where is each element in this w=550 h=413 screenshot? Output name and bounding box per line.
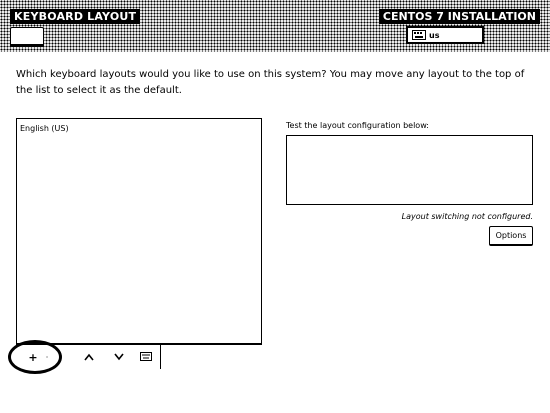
remove-layout-button[interactable] [38,351,56,365]
product-title: CENTOS 7 INSTALLATION [379,9,540,24]
arrow-up-icon [84,353,94,361]
test-layout-label: Test the layout configuration below: [286,121,429,130]
page-title: KEYBOARD LAYOUT [10,9,140,24]
test-layout-input[interactable] [286,135,533,205]
toolbar-divider [160,345,161,369]
move-down-button[interactable] [110,351,128,365]
keyboard-icon [412,30,426,40]
preview-layout-button[interactable] [137,351,155,365]
layout-list-toolbar [16,344,262,370]
remove-icon: · [45,353,49,362]
header-bar [0,0,550,52]
intro-text: Which keyboard layouts would you like to use on this system? You may move any layout to the top of the list to select it as the default. [16,69,525,96]
done-button[interactable] [10,27,44,47]
keyboard-layout-indicator[interactable] [406,26,484,44]
move-up-button[interactable] [80,351,98,365]
layout-switching-status: Layout switching not configured. [401,212,533,221]
arrow-down-icon [114,353,124,361]
options-button[interactable]: Options [489,226,533,246]
plus-icon: + [28,351,38,364]
keyboard-layout-code: us [429,30,440,40]
layout-list[interactable] [16,118,262,344]
keyboard-preview-icon [140,352,152,361]
layout-item[interactable]: English (US) [20,124,69,133]
